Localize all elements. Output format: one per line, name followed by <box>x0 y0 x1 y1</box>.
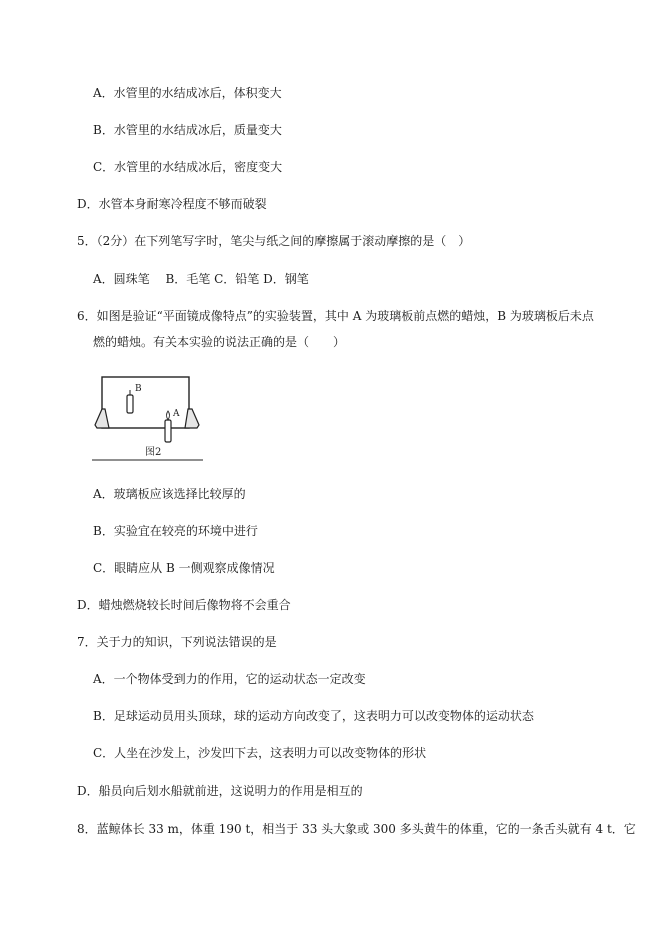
candle-b-label: B <box>135 384 142 394</box>
candle-b <box>127 395 133 413</box>
q7-option-d: D．船员向后划水船就前进，这说明力的作用是相互的 <box>77 784 363 798</box>
q7-option-b: B．足球运动员用头顶球，球的运动方向改变了，这表明力可以改变物体的运动状态 <box>93 709 534 723</box>
left-support <box>95 409 109 428</box>
q7-option-c: C．人坐在沙发上，沙发凹下去，这表明力可以改变物体的形状 <box>93 746 427 760</box>
figure-caption: 图2 <box>145 447 162 458</box>
q6-stem-line1: 6．如图是验证“平面镜成像特点”的实验装置，其中 A 为玻璃板前点燃的蜡烛，B 为玻璃板后未点 <box>77 309 594 323</box>
candle-a <box>165 420 171 442</box>
q7-option-a: A．一个物体受到力的作用，它的运动状态一定改变 <box>93 672 366 686</box>
right-support <box>185 409 199 428</box>
q6-option-a: A．玻璃板应该选择比较厚的 <box>93 487 246 501</box>
candle-a-label: A <box>173 409 180 419</box>
q4-option-d: D．水管本身耐寒冷程度不够而破裂 <box>77 197 267 211</box>
q7-stem: 7．关于力的知识，下列说法错误的是 <box>77 635 277 649</box>
q8-stem: 8．蓝鲸体长 33 m，体重 190 t，相当于 33 头大象或 300 多头黄牛的体重，它的一条舌头就有 4 t．它 <box>77 822 636 836</box>
q4-option-a: A．水管里的水结成冰后，体积变大 <box>93 86 282 100</box>
q6-option-c: C．眼睛应从 B 一侧观察成像情况 <box>93 561 275 575</box>
q6-stem-line2: 燃的蜡烛。有关本实验的说法正确的是（ ） <box>93 335 346 349</box>
q5-stem: 5．（2分）在下列笔写字时，笔尖与纸之间的摩擦属于滚动摩擦的是（ ） <box>77 234 471 248</box>
q4-option-c: C．水管里的水结成冰后，密度变大 <box>93 160 283 174</box>
q4-option-b: B．水管里的水结成冰后，质量变大 <box>93 123 282 137</box>
q5-options: A．圆珠笔 B．毛笔 C．铅笔 D．钢笔 <box>93 272 309 286</box>
glass-plate <box>102 377 189 428</box>
mirror-experiment-figure <box>92 375 207 465</box>
q6-option-b: B．实验宜在较亮的环境中进行 <box>93 524 258 538</box>
q6-option-d: D．蜡烛燃烧较长时间后像物将不会重合 <box>77 598 291 612</box>
